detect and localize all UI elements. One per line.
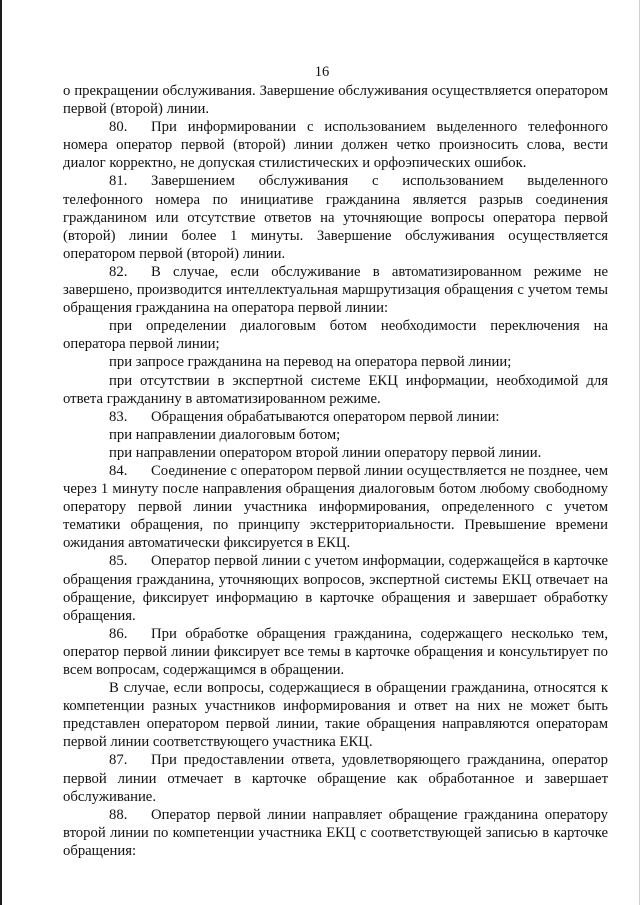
paragraph-number: 86. — [109, 625, 128, 642]
paragraph-number: 85. — [109, 553, 128, 570]
paragraph — [63, 462, 608, 552]
paragraph-text: при определении диалоговым ботом необходимости переключения на оператора первой линии; — [63, 318, 608, 353]
page-number: 16 — [314, 64, 330, 80]
paragraph — [63, 372, 608, 408]
paragraph-number: 87. — [109, 752, 128, 769]
paragraph-text: Оператор первой линии с учетом информации, содержащейся в карточке обращения гражданина, уточняющих вопросов, экспертной системы ЕКЦ отвечает на обращение, фиксирует информацию в карточке обращения и завершает обработку обращения. — [63, 553, 608, 624]
paragraph — [63, 444, 608, 462]
paragraph-text: при запросе гражданина на перевод на оператора первой линии; — [109, 354, 512, 371]
paragraph-text: При обработке обращения гражданина, содержащего несколько тем, оператор первой линии фиксирует все темы в карточке обращения и консультирует по всем вопросам, содержащимся в обращении. — [63, 625, 608, 678]
paragraph — [63, 806, 608, 860]
paragraph-text: В случае, если обслуживание в автоматизированном режиме не завершено, производится интеллектуальная маршрутизация обращения с учетом темы обращения гражданина на оператора первой линии: — [63, 263, 608, 317]
paragraph-text: при отсутствии в экспертной системе ЕКЦ информации, необходимой для ответа гражданину в автоматизированном режиме. — [63, 372, 608, 407]
paragraph — [63, 263, 608, 317]
paragraph-text: В случае, если вопросы, содержащиеся в обращении гражданина, относятся к компетенции разных участников информирования и ответ на них не может быть представлен оператором первой линии, такие обращения направляются операторам первой линии соответствующего участника ЕКЦ. — [63, 680, 608, 751]
paragraph — [63, 172, 608, 262]
paragraph-text: при направлении оператором второй линии оператору первой линии. — [109, 444, 542, 461]
paragraph — [63, 408, 608, 426]
paragraph-number: 82. — [109, 263, 128, 280]
paragraph-text: о прекращении обслуживания. Завершение обслуживания осуществляется оператором первой (второй) линии. — [63, 83, 608, 118]
paragraph — [63, 552, 608, 624]
paragraph-number: 88. — [109, 806, 128, 823]
paragraph-number: 83. — [109, 408, 128, 425]
paragraph-text: Обращения обрабатываются оператором первой линии: — [151, 408, 500, 425]
paragraph — [63, 82, 608, 118]
paragraph — [63, 625, 608, 679]
paragraph-text: При предоставлении ответа, удовлетворяющего гражданина, оператор первой линии отмечает в карточке обращение как обработанное и завершает обслуживание. — [63, 752, 608, 805]
paragraph-text: при направлении диалоговым ботом; — [109, 426, 341, 443]
paragraph-number: 81. — [109, 173, 128, 190]
paragraph-number: 80. — [109, 119, 128, 136]
paragraph — [63, 353, 608, 371]
paragraph-text: Соединение с оператором первой линии осуществляется не позднее, чем через 1 минуту после направления обращения диалоговым ботом любому свободному оператору первой линии участника информирования, определенного с учетом тематики обращения, по принципу экстерриториальности. Превышение времени ожидания автоматически фиксируется в ЕКЦ. — [63, 462, 608, 552]
document-body — [63, 82, 608, 860]
paragraph — [63, 317, 608, 353]
paragraph-text: Оператор первой линии направляет обращение гражданина оператору второй линии по компетенции участника ЕКЦ с соответствующей записью в карточке обращения: — [63, 806, 608, 859]
paragraph — [63, 679, 608, 751]
paragraph-text: При информировании с использованием выделенного телефонного номера оператор первой (второй) линии должен четко произносить слова, вести диалог корректно, не допуская стилистических и орфоэпических ошибок. — [63, 119, 608, 172]
paragraph — [63, 426, 608, 444]
paragraph-number: 84. — [109, 462, 128, 479]
paragraph — [63, 751, 608, 805]
paragraph-text: Завершением обслуживания с использованием выделенного телефонного номера по инициативе гражданина является разрыв соединения гражданином или отсутствие ответов на уточняющие вопросы оператора первой (второй) линии более 1 минуты. Завершение обслуживания осуществляется оператором первой (второй) линии. — [63, 173, 608, 262]
paragraph — [63, 118, 608, 172]
